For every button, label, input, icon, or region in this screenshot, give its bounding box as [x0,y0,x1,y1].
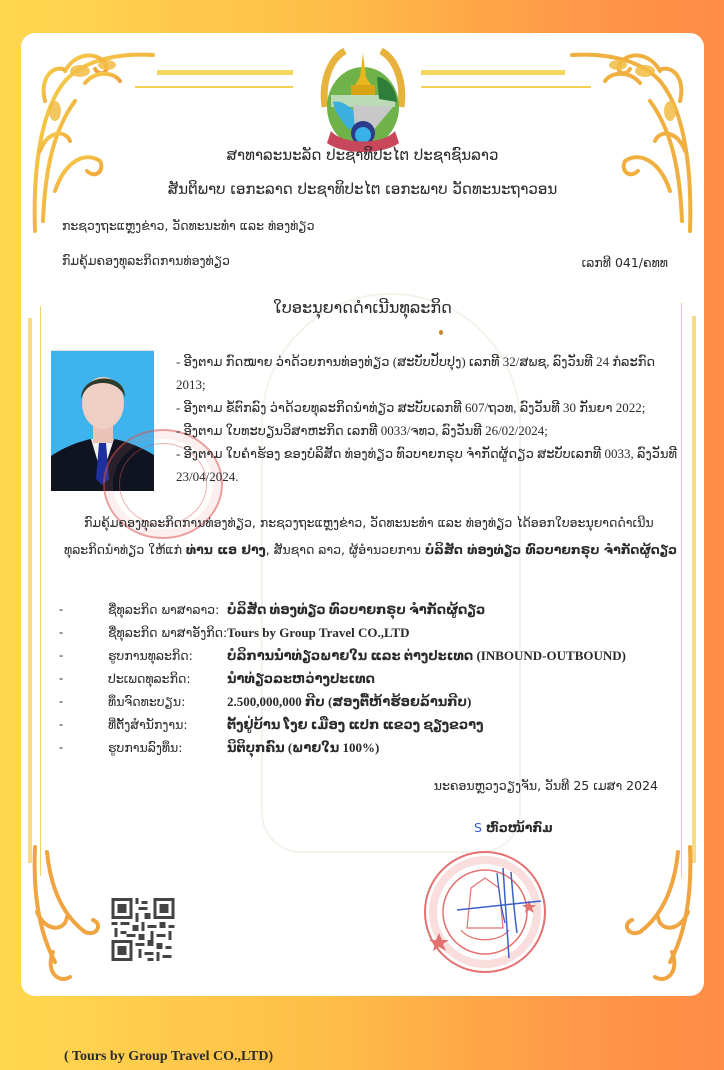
corner-ornament-icon [570,842,700,992]
ministry-name: ກະຊວງຖະແຫຼງຂ່າວ, ວັດທະນະທຳ ແລະ ທ່ອງທ່ຽວ [62,218,315,233]
legal-basis-item: - ອີງຕາມ ໃບຄຳຮ້ອງ ຂອງບໍລິສັດ ທ່ອງທ່ຽວ ທົວບາຍກຣຸບ ຈຳກັດຜູ້ດຽວ ສະບັບເລກທີ 0033, ລົງວັນທີ 23/04/2024. [176,446,678,484]
detail-row [59,737,679,760]
statement-text: ກົມຄຸ້ມຄອງທຸລະກິດການທ່ອງທ່ຽວ, ກະຊວງຖະແຫຼງຂ່າວ, ວັດທະນະທຳ ແລະ ທ່ອງທ່ຽວ ໄດ້ອອກໃບອະນຸຍາດດຳເນີນທຸລະກິດນຳທ່ຽວ ໃຫ້ແກ່ [64,515,654,557]
corner-ornament-icon [570,41,700,241]
header-rule [135,86,293,88]
detail-label: ຮູບການລົງທຶນ: [108,740,183,755]
certificate [21,33,704,1064]
company-name-lao: ບໍລິສັດ ທ່ອງທ່ຽວ ທົວບາຍກຣຸບ ຈຳກັດຜູ້ດຽວ [425,542,678,557]
detail-row [59,599,679,622]
detail-row [59,645,679,668]
signature-mark: S [474,820,482,835]
detail-label: ຮູບການທຸລະກິດ: [108,648,193,663]
business-details [59,599,679,760]
department-name: ກົມຄຸ້ມຄອງທຸລະກິດການທ່ອງທ່ຽວ [62,253,230,268]
border-rail-left-thin [40,306,41,876]
holder-name: ທ່ານ ແອ ຢາງ [185,542,266,557]
detail-value: ບໍລິສັດ ທ່ອງທ່ຽວ ທົວບາຍກຣຸບ ຈຳກັດຜູ້ດຽວ [227,602,486,617]
header-rule [157,70,293,75]
border-rail-left [28,318,32,863]
legal-basis-item: - ອີງຕາມ ກົດໝາຍ ວ່າດ້ວຍການທ່ອງທ່ຽວ (ສະບັບປັບປຸງ) ເລກທີ 32/ສພຊ, ລົງວັນທີ 24 ກໍລະກົດ 2013; [176,354,656,392]
detail-label: ປະເພດທຸລະກິດ: [108,671,191,686]
corner-ornament-icon [25,41,155,241]
border-rail-right [692,316,696,863]
signer-title [474,820,553,835]
detail-label: ຊື່ທຸລະກິດ ພາສາລາວ: [108,602,220,617]
detail-label: ທີ່ຕັ້ງສຳນັກງານ: [108,717,188,732]
country-name: ສາທາລະນະລັດ ປະຊາທິປະໄຕ ປະຊາຊົນລາວ [226,146,499,164]
certificate-title: ໃບອະນຸຍາດດຳເນີນທຸລະກິດ [273,298,452,317]
bullet-dash: - [59,671,64,685]
signer-label: ຫົວໜ້າກົມ [485,820,553,835]
detail-label: ທຶນຈົດທະບຽນ: [108,694,186,709]
bullet-dash: - [59,717,64,731]
detail-value: ນຳທ່ຽວລະຫວ່າງປະເທດ [227,671,375,686]
bullet-dash: - [59,694,64,708]
header-rule [421,86,591,88]
bullet-dash: - [59,602,64,616]
detail-value: ບໍລິການນຳທ່ຽວພາຍໃນ ແລະ ຕ່າງປະເທດ (INBOUND-OUTBOUND) [227,648,626,663]
statement-text: , ສັນຊາດ ລາວ, ຜູ້ອຳນວຍການ [265,542,426,557]
detail-row [59,622,679,645]
detail-row [59,714,679,737]
ink-dot [439,330,443,335]
qr-code-icon[interactable] [111,898,175,961]
detail-value: ຕັ້ງຢູ່ບ້ານ ໂງຍ ເມືອງ ແປກ ແຂວງ ຊຽງຂວາງ [227,717,484,732]
official-seal-icon [421,848,549,976]
bullet-dash: - [59,625,64,639]
detail-value: 2.500,000,000 ກີບ (ສອງຕື້ຫ້າຮ້ອຍລ້ານກີບ) [227,694,472,709]
bullet-dash: - [59,648,64,662]
detail-row [59,691,679,714]
legal-basis-item: - ອີງຕາມ ຂໍ້ຕົກລົງ ວ່າດ້ວຍທຸລະກິດນຳທ່ຽວ ສະບັບເລກທີ 607/ຖວທ, ລົງວັນທີ 30 ກັນຍາ 2022; [176,400,646,415]
legal-basis-item: - ອີງຕາມ ໃບທະບຽນວິສາຫະກິດ ເລກທີ 0033/ຈທວ, ລົງວັນທີ 26/02/2024; [176,423,548,438]
lao-emblem-icon [313,47,413,157]
document-number: ເລກທີ 041/ຄທທ [581,255,668,270]
header-rule [421,70,565,75]
bullet-dash: - [59,740,64,754]
detail-row [59,668,679,691]
legal-basis-list [176,350,681,488]
company-name-english: ( Tours by Group Travel CO.,LTD) [64,1049,274,1064]
detail-label: ຊື່ທຸລະກິດ ພາສາອັງກິດ: [108,625,228,640]
detail-value: Tours by Group Travel CO.,LTD [227,625,410,640]
border-rail-right-thin [681,303,682,878]
national-motto: ສັນຕິພາບ ເອກະລາດ ປະຊາທິປະໄຕ ເອກະພາບ ວັດທະນະຖາວອນ [167,180,558,198]
place-and-date: ນະຄອນຫຼວງວຽງຈັນ, ວັນທີ 25 ເມສາ 2024 [433,778,658,793]
detail-value: ນິຕິບຸກຄົນ (ພາຍໃນ 100%) [227,740,380,755]
